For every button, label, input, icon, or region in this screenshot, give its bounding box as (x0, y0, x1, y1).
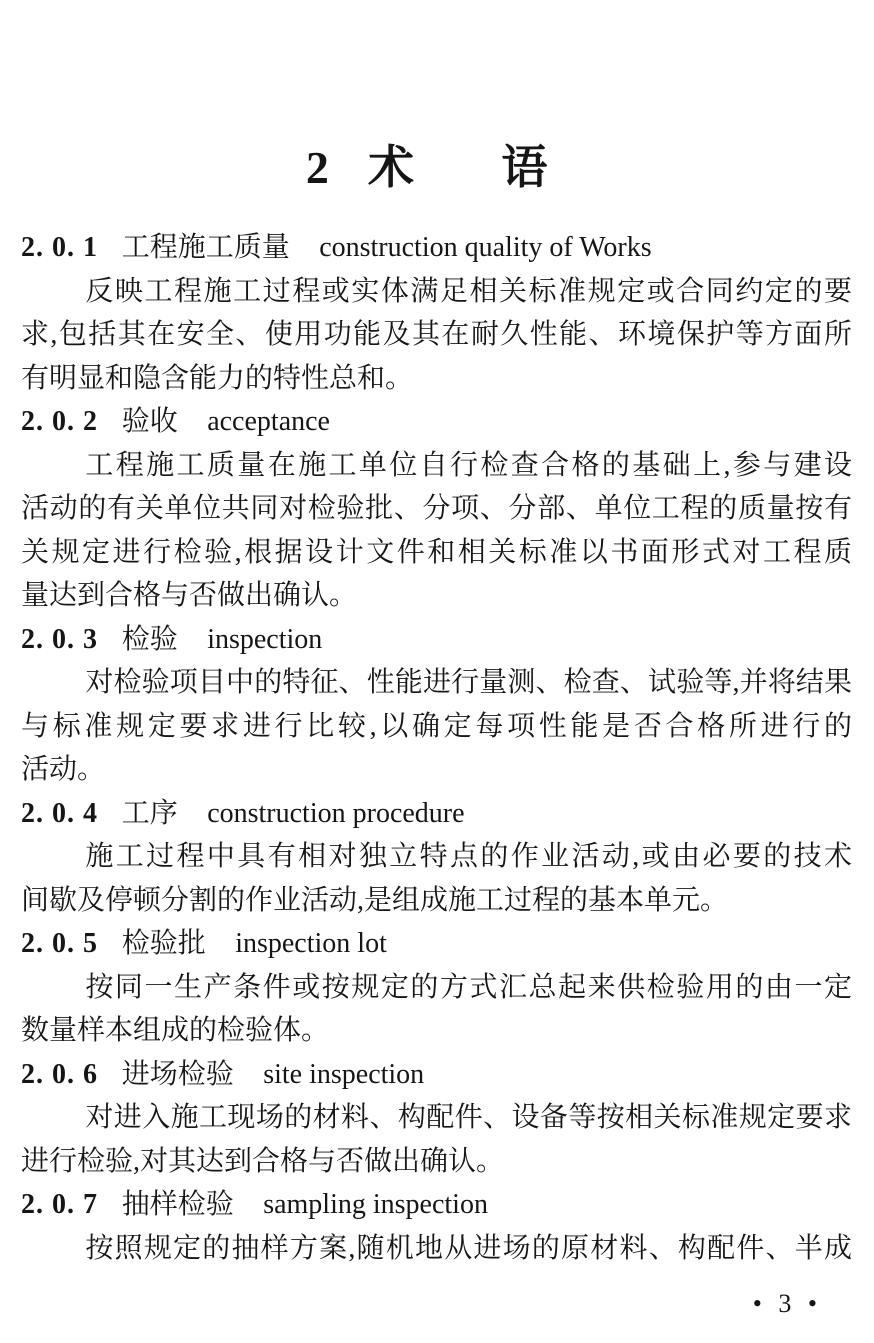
term-number: 2. 0. 2 (21, 406, 98, 437)
definition-line: 按照规定的抽样方案,随机地从进场的原材料、构配件、半成 (85, 1232, 852, 1264)
term-chinese: 工程施工质量 (121, 232, 290, 263)
term-definition (21, 661, 852, 792)
term-heading (21, 792, 852, 836)
term-heading (21, 226, 852, 270)
term-number: 2. 0. 4 (21, 797, 98, 829)
term-heading (21, 400, 852, 444)
term-section (21, 922, 852, 1053)
term-heading (21, 922, 852, 966)
chapter-title (0, 140, 874, 196)
definition-line: 与标准规定要求进行比较,以确定每项性能是否合格所进行的 (21, 710, 852, 742)
term-definition (21, 966, 852, 1053)
term-number: 2. 0. 7 (21, 1189, 98, 1220)
definition-line: 按同一生产条件或按规定的方式汇总起来供检验用的由一定 (85, 971, 852, 1003)
term-english: sampling inspection (263, 1189, 488, 1220)
term-english: inspection (207, 623, 323, 655)
terminology-sections (21, 226, 852, 1270)
term-section (21, 1183, 852, 1270)
definition-line: 间歇及停顿分割的作业活动,是组成施工过程的基本单元。 (21, 884, 729, 916)
definition-line: 活动的有关单位共同对检验批、分项、分部、单位工程的质量按有 (21, 493, 852, 524)
term-chinese: 工序 (121, 797, 178, 829)
term-section (21, 1053, 852, 1184)
term-chinese: 抽样检验 (121, 1189, 234, 1220)
term-section (21, 618, 852, 792)
term-section (21, 226, 852, 400)
definition-line: 施工过程中具有相对独立特点的作业活动,或由必要的技术 (85, 841, 852, 872)
definition-line: 关规定进行检验,根据设计文件和相关标准以书面形式对工程质 (21, 536, 852, 568)
term-definition (21, 1227, 852, 1271)
term-number: 2. 0. 3 (21, 623, 98, 655)
term-heading (21, 1053, 852, 1097)
definition-line: 数量样本组成的检验体。 (21, 1015, 330, 1046)
term-english: construction procedure (207, 797, 465, 829)
term-english: construction quality of Works (319, 232, 652, 263)
term-english: inspection lot (235, 928, 387, 959)
term-number: 2. 0. 5 (21, 928, 98, 959)
chapter-name: 术 语 (367, 142, 569, 193)
term-chinese: 验收 (121, 406, 178, 437)
term-chinese: 进场检验 (121, 1058, 234, 1090)
term-english: site inspection (263, 1058, 425, 1090)
definition-line: 有明显和隐含能力的特性总和。 (21, 362, 414, 394)
term-definition (21, 1096, 852, 1183)
term-definition (21, 444, 852, 618)
definition-line: 活动。 (21, 754, 106, 785)
term-heading (21, 1183, 852, 1227)
definition-line: 对检验项目中的特征、性能进行量测、检查、试验等,并将结果 (85, 667, 852, 698)
definition-line: 工程施工质量在施工单位自行检查合格的基础上,参与建设 (85, 449, 852, 481)
definition-line: 进行检验,对其达到合格与否做出确认。 (21, 1145, 505, 1177)
definition-line: 求,包括其在安全、使用功能及其在耐久性能、环境保护等方面所 (21, 319, 852, 350)
page-number: • 3 • (752, 1289, 817, 1318)
definition-line: 反映工程施工过程或实体满足相关标准规定或合同约定的要 (85, 275, 852, 307)
term-chinese: 检验 (121, 623, 178, 655)
term-section (21, 792, 852, 923)
chapter-number: 2 (305, 142, 329, 193)
term-chinese: 检验批 (121, 928, 206, 959)
term-english: acceptance (207, 406, 330, 437)
page-footer (753, 1289, 817, 1319)
term-definition (21, 835, 852, 922)
definition-line: 对进入施工现场的材料、构配件、设备等按相关标准规定要求 (85, 1102, 852, 1133)
definition-line: 量达到合格与否做出确认。 (21, 580, 358, 611)
term-heading (21, 618, 852, 662)
term-number: 2. 0. 6 (21, 1058, 98, 1090)
term-definition (21, 270, 852, 401)
term-section (21, 400, 852, 618)
term-number: 2. 0. 1 (21, 232, 98, 263)
